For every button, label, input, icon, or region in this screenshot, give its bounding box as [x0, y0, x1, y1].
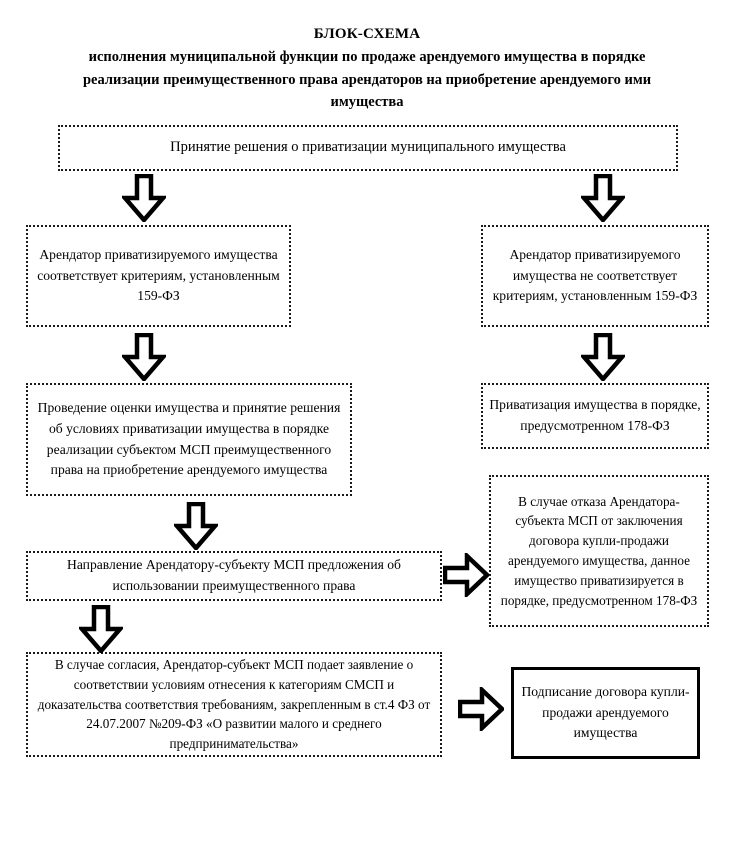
- flowchart-node-refusal-case: [489, 475, 709, 627]
- flowchart-node-label: Арендатор приватизируемого имущества соответствует критериям, установленным 159-ФЗ: [37, 247, 280, 304]
- flowchart-node-send-offer: [26, 551, 442, 601]
- arrow-down-icon: [581, 333, 625, 381]
- arrow-down-icon: [122, 174, 166, 222]
- arrow-right-icon: [458, 687, 504, 731]
- title-subtitle: исполнения муниципальной функции по продаже арендуемого имущества в порядке реализации преимущественного права арендаторов на приобретение арендуемого ими имущества: [82, 49, 652, 111]
- flowchart-node-label: Арендатор приватизируемого имущества не соответствует критериям, установленным 159-ФЗ: [492, 247, 698, 304]
- arrow-right-icon: [443, 553, 489, 597]
- flowchart-node-consent-application: [26, 652, 442, 757]
- arrow-down-icon: [581, 174, 625, 222]
- flowchart-node-tenant-not-conforms: [481, 225, 709, 327]
- title-main: БЛОК-СХЕМА: [313, 26, 421, 42]
- flowchart-node-label: В случае согласия, Арендатор-субъект МСП подает заявление о соответствии условиям отнесения к категориям СМСП и доказательства соответствия требованиям, закрепленным в ст.4 ФЗ от 24.07.2007 №209-ФЗ «О развитии малого и среднего предпринимательства»: [37, 657, 431, 752]
- flowchart-node-label: Проведение оценки имущества и принятие решения об условиях приватизации имущества в порядке реализации субъектом МСП преимущественного права на приобретение арендуемого имущества: [37, 400, 341, 478]
- flowchart-node-label: Подписание договора купли-продажи арендуемого имущества: [521, 684, 690, 741]
- flowchart-node-privatization-decision: [58, 125, 678, 171]
- arrow-down-icon: [122, 333, 166, 381]
- flowchart-node-privatization-178fz: [481, 383, 709, 449]
- flowchart-node-tenant-conforms: [26, 225, 291, 327]
- flowchart-node-valuation-and-terms: [26, 383, 352, 496]
- flowchart-node-label: Принятие решения о приватизации муниципального имущества: [170, 139, 566, 156]
- flowchart-node-label: В случае отказа Арендатора-субъекта МСП от заключения договора купли-продажи арендуемого имущества, данное имущество приватизируется в порядке, предусмотренном 178-ФЗ: [500, 493, 698, 608]
- flowchart-node-label: Приватизация имущества в порядке, предусмотренном 178-ФЗ: [489, 397, 701, 433]
- arrow-down-icon: [174, 502, 218, 550]
- flowchart-node-label: Направление Арендатору-субъекту МСП предложения об использовании преимущественного права: [67, 557, 401, 593]
- arrow-down-icon: [79, 605, 123, 653]
- flowchart-node-contract-signing: [511, 667, 700, 759]
- page-title: [55, 24, 679, 114]
